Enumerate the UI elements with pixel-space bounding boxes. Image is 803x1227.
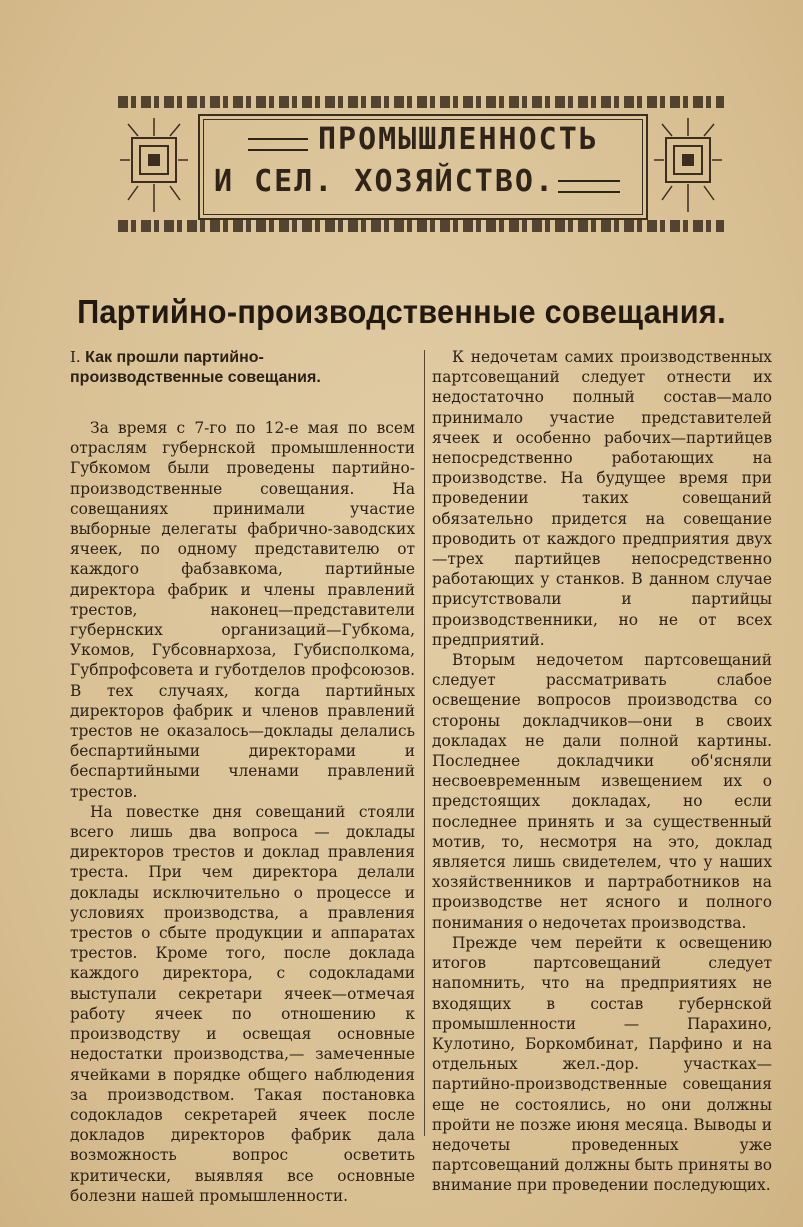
section-heading xyxy=(70,347,415,388)
section-banner xyxy=(118,96,724,234)
banner-dash-right xyxy=(558,180,620,193)
paragraph: Вторым недочетом партсовещаний следует рассматривать слабое освещение вопросов производства со стороны докладчиков—они в своих докладах не дали полной картины. Последнее докладчики об'ясняли несвоевременным извещением их о предстоящих докладах, но если последнее принять и за существенный мотив, то, несмотря на это, доклад является лишь свидетелем, что у наших хозяйственников и партработников на производстве нет ясного и полного понимания о недочетах производства. xyxy=(432,651,772,932)
paragraph: На повестке дня совещаний стояли всего лишь два вопроса — доклады директоров трестов и доклад правления треста. При чем директора делали доклады исключительно о процессе и условиях производства, а правления трестов о сбыте продукции и аппаратах трестов. Кроме того, после доклада каждого директора, с содокладами выступали секретари ячеек—отмечая работу ячеек по отношению к производству и освещая основные недостатки производства,— замеченные ячейками в порядке общего наблюдения за производством. Такая постановка содокладов секретарей ячеек после докладов директоров фабрик дала возможность вопрос осветить критически, выявляя все основные болезни нашей промышленности. xyxy=(70,802,415,1205)
ornament-border-bottom xyxy=(118,220,724,232)
section-number: I. xyxy=(70,348,81,366)
paragraph: К недочетам самих производственных партсовещаний следует отнести их недостаточно полный состав—мало принимало участие представителей ячеек и особенно рабочих—партийцев непосредственно работающих на производстве. На будущее время при проведении таких совещаний обязательно придется на совещание проводить от каждого предприятия двух—трех партийцев непосредственно работающих у станков. В данном случае присутствовали и партийцы производственники, но не от всех предприятий. xyxy=(432,348,772,649)
article-headline: Партийно-производственные совещания. xyxy=(77,293,726,330)
ornament-border-top xyxy=(118,96,724,108)
banner-title-line2: И СЕЛ. ХОЗЯЙСТВО. xyxy=(214,164,556,199)
column-divider xyxy=(424,350,425,1136)
paragraph: Прежде чем перейти к освещению итогов партсовещаний следует напомнить, что на предприятиях не входящих в состав губернской промышленности — Парахино, Кулотино, Боркомбинат, Парфино и на отдельных жел.-дор. участках—партийно-производственные совещания еще не состоялись, но они должны пройти не позже июня месяца. Выводы и недочеты проведенных уже партсовещаний должны быть приняты во внимание при проведении последующих. xyxy=(432,933,772,1195)
ornament-medallion-right-icon xyxy=(652,116,724,214)
column-right xyxy=(432,347,772,1196)
banner-dash-left xyxy=(248,138,308,151)
ornament-medallion-left-icon xyxy=(118,116,190,214)
column-left xyxy=(70,347,415,1206)
section-title: Как прошли партийно-производственные совещания. xyxy=(70,349,321,386)
banner-title-line1: ПРОМЫШЛЕННОСТЬ xyxy=(318,122,599,157)
paragraph: За время с 7-го по 12-е мая по всем отраслям губернской промышленности Губкомом были проведены партийно-производственные совещания. На совещаниях принимали участие выборные делегаты фабрично-заводских ячеек, по одному представителю от каждого фабзавкома, партийные директора фабрик и члены правлений трестов, наконец—представители губернских организаций—Губкома, Укомов, Губсовнархоза, Губисполкома, Губпрофсовета и губотделов профсоюзов. В тех случаях, когда партийных директоров фабрик и членов правлений трестов не оказалось—доклады делались беспартийными директорами и беспартийными членами правлений трестов. xyxy=(70,419,415,801)
